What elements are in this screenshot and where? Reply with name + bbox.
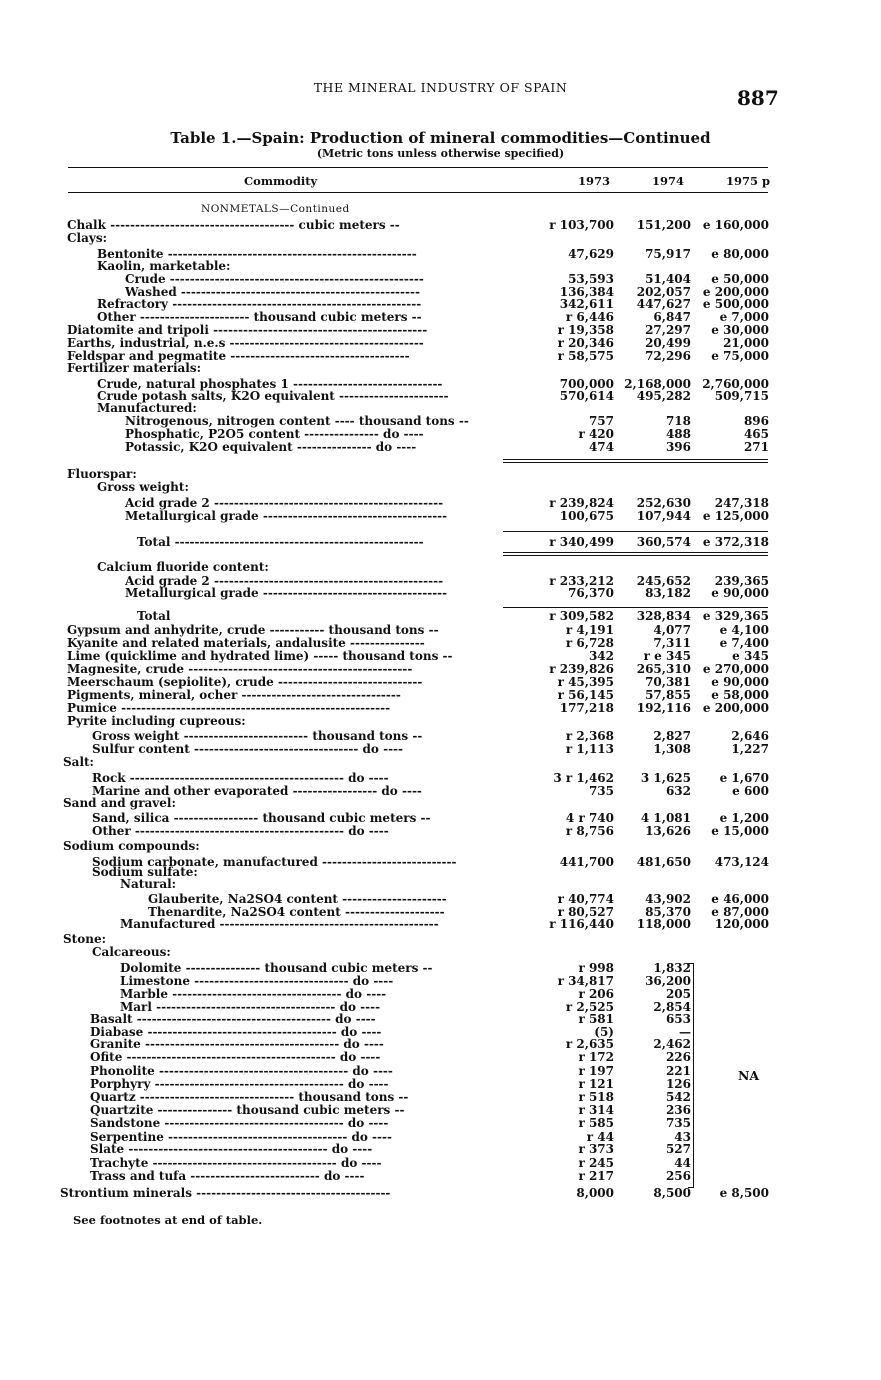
- value-1975: e 200,000: [702, 285, 769, 299]
- value-1974: 1,832: [653, 961, 691, 975]
- value-1973: 441,700: [559, 855, 614, 869]
- stone-brace: [688, 963, 694, 1188]
- table-row: [0, 1187, 881, 1200]
- value-1975: e 345: [732, 649, 769, 663]
- commodity-label: Sodium carbonate, manufactured ---------------------------: [92, 856, 457, 869]
- table-row: [0, 468, 881, 481]
- value-1974: 151,200: [636, 218, 691, 232]
- commodity-label: Nitrogenous, nitrogen content ---- thousand tons --: [125, 415, 469, 428]
- commodity-label: Refractory --------------------------------------------------: [97, 298, 422, 311]
- value-1974: 2,462: [653, 1037, 691, 1051]
- commodity-label: Clays:: [67, 232, 108, 245]
- commodity-label: Marble ---------------------------------- do ----: [120, 988, 387, 1001]
- value-1975: e 4,100: [719, 623, 769, 637]
- value-1974: 4 1,081: [640, 811, 691, 825]
- value-1974: 75,917: [645, 247, 691, 261]
- table-row: [0, 988, 881, 1001]
- value-1974: 13,626: [645, 824, 691, 838]
- value-1974: 1,308: [653, 742, 691, 756]
- commodity-label: Fluorspar:: [67, 468, 137, 481]
- commodity-label: Sodium compounds:: [63, 840, 200, 853]
- commodity-label: Chalk ------------------------------------- cubic meters --: [67, 219, 400, 232]
- value-1974: 495,282: [636, 389, 691, 403]
- value-1975: e 90,000: [711, 675, 769, 689]
- value-1974: 252,630: [636, 496, 691, 510]
- value-1974: 202,057: [636, 285, 691, 299]
- value-1973: r 239,826: [549, 662, 614, 676]
- table-row: [0, 933, 881, 946]
- value-1974: 70,381: [645, 675, 691, 689]
- value-1974: 44: [674, 1156, 691, 1170]
- section-heading: NONMETALS—Continued: [201, 203, 350, 215]
- value-1974: 83,182: [645, 586, 691, 600]
- value-1974: 481,650: [636, 855, 691, 869]
- commodity-label: Serpentine ------------------------------------ do ----: [90, 1131, 392, 1144]
- value-1973: r 340,499: [549, 535, 614, 549]
- value-1973: 735: [588, 784, 614, 798]
- table-row: [0, 362, 881, 375]
- table-row: [0, 715, 881, 728]
- commodity-label: Metallurgical grade -------------------------------------: [125, 587, 448, 600]
- table-row: [0, 1157, 881, 1170]
- value-1974: 205: [665, 987, 691, 1001]
- commodity-label: Metallurgical grade -------------------------------------: [125, 510, 448, 523]
- commodity-label: Total: [137, 610, 171, 623]
- commodity-label: Manufactured --------------------------------------------: [120, 918, 439, 931]
- value-1974: 57,855: [645, 688, 691, 702]
- commodity-label: Trass and tufa -------------------------- do ----: [90, 1170, 365, 1183]
- commodity-label: Quartz ------------------------------- thousand tons --: [90, 1091, 409, 1104]
- value-1974: 43: [674, 1130, 691, 1144]
- value-1975: e 58,000: [711, 688, 769, 702]
- table-row: [0, 1104, 881, 1117]
- value-1974: 192,116: [636, 701, 691, 715]
- value-1973: r 233,212: [549, 574, 614, 588]
- value-1973: 8,000: [576, 1186, 614, 1200]
- rule: [503, 531, 768, 532]
- value-1975: e 1,200: [719, 811, 769, 825]
- value-1973: r 373: [578, 1142, 614, 1156]
- value-1975: 21,000: [723, 336, 769, 350]
- table-row: [0, 1143, 881, 1156]
- value-1973: r 2,368: [565, 729, 614, 743]
- value-1973: r 2,635: [565, 1037, 614, 1051]
- commodity-label: Crude ---------------------------------------------------: [125, 273, 424, 286]
- value-1973: r 420: [578, 427, 614, 441]
- table-row: [0, 702, 881, 715]
- value-1973: r 8,756: [565, 824, 614, 838]
- value-1975: e 372,318: [702, 535, 769, 549]
- value-1973: r 309,582: [549, 609, 614, 623]
- value-1974: 107,944: [636, 509, 691, 523]
- commodity-label: Diabase -------------------------------------- do ----: [90, 1026, 382, 1039]
- commodity-label: Calcium fluoride content:: [97, 561, 269, 574]
- value-1975: e 270,000: [702, 662, 769, 676]
- column-header-1974: 1974: [652, 174, 685, 188]
- commodity-label: Quartzite --------------- thousand cubic meters --: [90, 1104, 405, 1117]
- commodity-label: Trachyte ------------------------------------- do ----: [90, 1157, 382, 1170]
- value-1975: 120,000: [714, 917, 769, 931]
- table-row: [0, 610, 881, 623]
- table-row: [0, 825, 881, 838]
- value-1973: r 4,191: [565, 623, 614, 637]
- value-1975: 473,124: [714, 855, 769, 869]
- value-1973: r 581: [578, 1012, 614, 1026]
- table-row: [0, 743, 881, 756]
- value-1973: r 20,346: [557, 336, 614, 350]
- value-1974: 27,297: [645, 323, 691, 337]
- value-1974: 126: [665, 1077, 691, 1091]
- value-1975: e 600: [732, 784, 769, 798]
- value-1973: r 19,358: [557, 323, 614, 337]
- value-1973: r 44: [586, 1130, 614, 1144]
- value-1974: 2,168,000: [624, 377, 691, 391]
- commodity-label: Bentonite --------------------------------------------------: [97, 248, 417, 261]
- commodity-label: Gross weight ------------------------- thousand tons --: [92, 730, 423, 743]
- table-row: [0, 587, 881, 600]
- value-1973: 700,000: [559, 377, 614, 391]
- value-1974: 7,311: [653, 636, 691, 650]
- value-1974: 2,827: [653, 729, 691, 743]
- value-1974: 118,000: [636, 917, 691, 931]
- commodity-label: Sand and gravel:: [63, 797, 176, 810]
- value-1974: 6,847: [653, 310, 691, 324]
- value-1973: 570,614: [559, 389, 614, 403]
- header-bottom-rule: [68, 192, 768, 193]
- value-1973: 3 r 1,462: [553, 771, 614, 785]
- column-header-1975: 1975 p: [726, 174, 771, 188]
- table-row: [0, 962, 881, 975]
- header-top-rule: [68, 167, 768, 168]
- value-1973: r 34,817: [557, 974, 614, 988]
- value-1974: 36,200: [645, 974, 691, 988]
- value-1973: r 58,575: [557, 349, 614, 363]
- commodity-label: Rock ------------------------------------------- do ----: [92, 772, 389, 785]
- commodity-label: Marine and other evaporated ----------------- do ----: [92, 785, 422, 798]
- value-1973: 136,384: [559, 285, 614, 299]
- value-1973: r 239,824: [549, 496, 614, 510]
- commodity-label: Other ---------------------- thousand cubic meters --: [97, 311, 422, 324]
- commodity-label: Kaolin, marketable:: [97, 260, 231, 273]
- value-1973: 177,218: [559, 701, 614, 715]
- value-1973: r 998: [578, 961, 614, 975]
- value-1973: r 172: [578, 1050, 614, 1064]
- rule: [503, 607, 768, 608]
- commodity-label: Crude, natural phosphates 1 ------------------------------: [97, 378, 443, 391]
- commodity-label: Sodium sulfate:: [92, 866, 198, 879]
- table-row: [0, 797, 881, 810]
- value-1974: 718: [665, 414, 691, 428]
- value-1974: 221: [665, 1064, 691, 1078]
- commodity-label: Gypsum and anhydrite, crude ----------- thousand tons --: [67, 624, 439, 637]
- table-row: [0, 918, 881, 931]
- commodity-label: Pyrite including cupreous:: [67, 715, 246, 728]
- value-1975: e 15,000: [711, 824, 769, 838]
- table-row: [0, 1117, 881, 1130]
- value-1973: r 245: [578, 1156, 614, 1170]
- commodity-label: Feldspar and pegmatite ------------------------------------: [67, 350, 410, 363]
- value-1974: 735: [665, 1116, 691, 1130]
- commodity-label: Kyanite and related materials, andalusite ---------------: [67, 637, 425, 650]
- commodity-label: Phosphatic, P2O5 content --------------- do ----: [125, 428, 424, 441]
- commodity-label: Sulfur content --------------------------------- do ----: [92, 743, 404, 756]
- value-1973: r 80,527: [557, 905, 614, 919]
- page-number: 887: [737, 86, 779, 110]
- value-1973: r 518: [578, 1090, 614, 1104]
- commodity-label: Salt:: [63, 756, 94, 769]
- value-1975: 1,227: [731, 742, 769, 756]
- commodity-label: Sandstone ------------------------------------ do ----: [90, 1117, 389, 1130]
- value-1975: e 125,000: [702, 509, 769, 523]
- value-1973: r 585: [578, 1116, 614, 1130]
- value-1974: 226: [665, 1050, 691, 1064]
- commodity-label: Fertilizer materials:: [67, 362, 202, 375]
- column-header-1973: 1973: [578, 174, 611, 188]
- value-1975: e 1,670: [719, 771, 769, 785]
- commodity-label: Other ------------------------------------------ do ----: [92, 825, 389, 838]
- value-1974: 85,370: [645, 905, 691, 919]
- value-1974: r e 345: [643, 649, 691, 663]
- value-1974: 265,310: [636, 662, 691, 676]
- value-1973: r 6,446: [565, 310, 614, 324]
- value-1975: e 75,000: [711, 349, 769, 363]
- commodity-label: Crude potash salts, K2O equivalent ----------------------: [97, 390, 449, 403]
- value-1973: r 103,700: [549, 218, 614, 232]
- table-row: [0, 946, 881, 959]
- commodity-label: Magnesite, crude ---------------------------------------------: [67, 663, 413, 676]
- value-1973: r 56,145: [557, 688, 614, 702]
- rule: [503, 555, 768, 556]
- value-1975: 2,760,000: [702, 377, 769, 391]
- value-1974: 527: [665, 1142, 691, 1156]
- value-1974: 3 1,625: [640, 771, 691, 785]
- commodity-label: Thenardite, Na2SO4 content --------------------: [148, 906, 445, 919]
- value-1974: 488: [665, 427, 691, 441]
- value-1973: 474: [588, 440, 614, 454]
- table-row: [0, 481, 881, 494]
- commodity-label: Earths, industrial, n.e.s ---------------------------------------: [67, 337, 424, 350]
- commodity-label: Glauberite, Na2SO4 content ---------------------: [148, 893, 447, 906]
- value-1973: r 217: [578, 1169, 614, 1183]
- value-1975: e 200,000: [702, 701, 769, 715]
- value-1974: 632: [665, 784, 691, 798]
- commodity-label: Phonolite -------------------------------------- do ----: [90, 1065, 393, 1078]
- value-1974: 653: [665, 1012, 691, 1026]
- value-1974: 360,574: [636, 535, 691, 549]
- table-row: [0, 756, 881, 769]
- table-row: [0, 1038, 881, 1051]
- commodity-label: Washed ------------------------------------------------: [125, 286, 420, 299]
- commodity-label: Acid grade 2 ----------------------------------------------: [125, 575, 444, 588]
- table-row: [0, 1013, 881, 1026]
- commodity-label: Potassic, K2O equivalent --------------- do ----: [125, 441, 417, 454]
- value-1973: 342,611: [559, 297, 614, 311]
- table-row: [0, 878, 881, 891]
- footnote-note: See footnotes at end of table.: [73, 1213, 263, 1227]
- value-1973: r 2,525: [565, 1000, 614, 1014]
- value-1973: 4 r 740: [565, 811, 614, 825]
- value-1973: 100,675: [559, 509, 614, 523]
- value-1974: 51,404: [645, 272, 691, 286]
- value-1974: 328,834: [636, 609, 691, 623]
- rule: [503, 552, 768, 553]
- commodity-label: Diatomite and tripoli -------------------------------------------: [67, 324, 428, 337]
- value-1975: e 30,000: [711, 323, 769, 337]
- value-1973: 53,593: [568, 272, 614, 286]
- table-row: [0, 1051, 881, 1064]
- value-1973: r 6,728: [565, 636, 614, 650]
- table-row: [0, 975, 881, 988]
- value-1974: 396: [665, 440, 691, 454]
- value-1974: 8,500: [653, 1186, 691, 1200]
- commodity-label: Slate ---------------------------------------- do ----: [90, 1143, 373, 1156]
- commodity-label: Gross weight:: [97, 481, 189, 494]
- value-1975: 271: [743, 440, 769, 454]
- rule: [503, 462, 768, 463]
- commodity-label: Acid grade 2 ----------------------------------------------: [125, 497, 444, 510]
- table-row: [0, 232, 881, 245]
- value-1975: e 8,500: [719, 1186, 769, 1200]
- value-1975: 896: [743, 414, 769, 428]
- table-row: [0, 441, 881, 454]
- value-1975: 247,318: [714, 496, 769, 510]
- value-1973: 47,629: [568, 247, 614, 261]
- rule: [503, 459, 768, 460]
- table-title: Table 1.—Spain: Production of mineral commodities—Continued: [170, 129, 711, 147]
- commodity-label: Marl ------------------------------------ do ----: [120, 1001, 381, 1014]
- table-row: [0, 561, 881, 574]
- table-row: [0, 1170, 881, 1183]
- value-1975: e 500,000: [702, 297, 769, 311]
- commodity-label: Basalt --------------------------------------- do ----: [90, 1013, 376, 1026]
- value-1974: 72,296: [645, 349, 691, 363]
- value-1974: 245,652: [636, 574, 691, 588]
- value-1973: r 45,395: [557, 675, 614, 689]
- value-1974: 4,077: [653, 623, 691, 637]
- commodity-label: Limestone ------------------------------- do ----: [120, 975, 394, 988]
- value-1973: r 206: [578, 987, 614, 1001]
- table-row: [0, 219, 881, 232]
- value-1973: r 197: [578, 1064, 614, 1078]
- value-1973: r 314: [578, 1103, 614, 1117]
- commodity-label: Calcareous:: [92, 946, 171, 959]
- commodity-label: Meerschaum (sepiolite), crude -----------------------------: [67, 676, 423, 689]
- value-1974: —: [679, 1025, 691, 1039]
- table-row: [0, 840, 881, 853]
- value-1973: r 1,113: [565, 742, 614, 756]
- value-1975: 465: [743, 427, 769, 441]
- value-1974: 43,902: [645, 892, 691, 906]
- value-1973: 76,370: [568, 586, 614, 600]
- table-row: [0, 510, 881, 523]
- value-1975: 509,715: [714, 389, 769, 403]
- value-1973: (5): [594, 1025, 614, 1039]
- value-1975: e 87,000: [711, 905, 769, 919]
- commodity-label: Natural:: [120, 878, 177, 891]
- value-1973: r 116,440: [549, 917, 614, 931]
- commodity-label: Stone:: [63, 933, 107, 946]
- commodity-label: Dolomite --------------- thousand cubic meters --: [120, 962, 433, 975]
- value-1975: e 7,400: [719, 636, 769, 650]
- commodity-label: Lime (quicklime and hydrated lime) ----- thousand tons --: [67, 650, 453, 663]
- running-title: THE MINERAL INDUSTRY OF SPAIN: [313, 80, 568, 95]
- value-1975: e 46,000: [711, 892, 769, 906]
- commodity-label: Granite --------------------------------------- do ----: [90, 1038, 384, 1051]
- value-1974: 2,854: [653, 1000, 691, 1014]
- value-1973: 342: [588, 649, 614, 663]
- column-header-commodity: Commodity: [244, 174, 318, 188]
- value-1974: 542: [665, 1090, 691, 1104]
- value-1975: e 50,000: [711, 272, 769, 286]
- value-1975: e 90,000: [711, 586, 769, 600]
- value-1974: 236: [665, 1103, 691, 1117]
- value-1975: e 7,000: [719, 310, 769, 324]
- commodity-label: Total --------------------------------------------------: [137, 536, 424, 549]
- table-row: [0, 1091, 881, 1104]
- commodity-label: Sand, silica ----------------- thousand cubic meters --: [92, 812, 431, 825]
- value-1974: 256: [665, 1169, 691, 1183]
- commodity-label: Strontium minerals ---------------------------------------: [60, 1187, 391, 1200]
- value-1974: 447,627: [636, 297, 691, 311]
- commodity-label: Manufactured:: [97, 402, 197, 415]
- value-1975: e 160,000: [702, 218, 769, 232]
- value-1973: 757: [588, 414, 614, 428]
- table-row: [0, 536, 881, 549]
- value-1973: r 40,774: [557, 892, 614, 906]
- value-1975: e 80,000: [711, 247, 769, 261]
- commodity-label: Pigments, mineral, ocher --------------------------------: [67, 689, 401, 702]
- value-1975: 2,646: [731, 729, 769, 743]
- value-1973: r 121: [578, 1077, 614, 1091]
- commodity-label: Porphyry -------------------------------------- do ----: [90, 1078, 389, 1091]
- value-1975: e 329,365: [702, 609, 769, 623]
- table-subtitle: (Metric tons unless otherwise specified): [316, 147, 565, 160]
- commodity-label: Pumice ------------------------------------------------------: [67, 702, 391, 715]
- stone-1975-na: NA: [738, 1068, 760, 1083]
- value-1975: 239,365: [714, 574, 769, 588]
- commodity-label: Ofite ------------------------------------------ do ----: [90, 1051, 381, 1064]
- value-1974: 20,499: [645, 336, 691, 350]
